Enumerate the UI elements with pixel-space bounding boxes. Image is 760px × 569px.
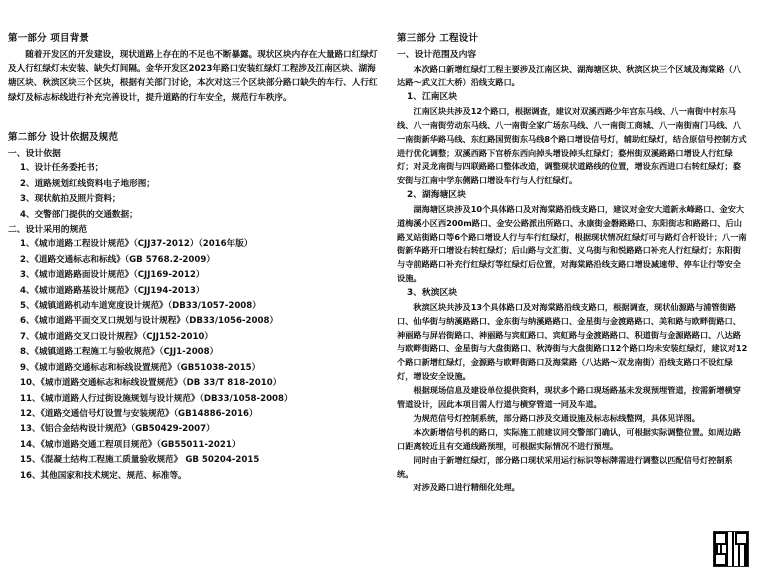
standard-item: 13、《铝合金结构设计规范》（GB50429-2007）	[20, 424, 215, 435]
standard-item: 10、《城市道路交通标志和标线设置规范》（DB 33/T 818-2010）	[20, 378, 282, 389]
standard-item: 7、《城市道路交叉口设计规程》（CJJ152-2010）	[20, 331, 214, 342]
standard-item: 15、《混凝土结构工程施工质量验收规范》 GB 50204-2015	[20, 455, 260, 466]
standard-item: 8、《城镇道路工程施工与验收规范》（CJJ1-2008）	[20, 347, 219, 358]
qiubin-heading: 3、秋滨区块	[407, 288, 458, 299]
standard-item: 14、《城市道路交通工程项目规范》（GB55011-2021）	[20, 439, 241, 450]
standard-item: 3、《城市道路路面设计规范》（CJJ169-2012）	[20, 270, 205, 281]
jiangnan-heading: 1、江南区块	[407, 92, 458, 103]
standard-item: 6、《城市道路平面交叉口规划与设计规程》（DB33/1056-2008）	[20, 316, 279, 327]
note-paragraph: 本次新增信号机的路口，实际施工前建议同交警部门确认，可根据实际调整位置。如周边路口距离较近且有交通线路预埋，可根据实际情况不进行预埋。	[397, 426, 741, 451]
standard-item: 1、《城市道路工程设计规范》（CJJ37-2012）（2016年版）	[20, 239, 253, 250]
scope-heading: 一、设计范围及内容	[397, 50, 477, 60]
standard-item: 2、《道路交通标志和标线》（GB 5768.2-2009）	[20, 254, 215, 265]
standard-item: 4、《城市道路路基设计规范》（CJJ194-2013）	[20, 285, 205, 296]
note-paragraph: 为规范信号灯控制系统，部分路口涉及交通设施及标志标线整网，具体见详图。	[413, 412, 700, 423]
basis-item: 4、交警部门提供的交通数据；	[20, 209, 138, 220]
jiangnan-body: 江南区块共涉及12个路口，根据调查，建议对双溪西路少年宫东马线、八一南街中村东马线、八一南街劳动东马线、八一南街全家广场东马线、八一南街工商城、八一南街南门马线、八一南街新华路马线、东红路国贸街东马线8个路口增设信号灯，辅助红绿灯，结合原信号控制方式进行优化调整；双溪西路下官桥东西向掉头增设掉头红绿灯；婺州街双溪路路口增设人行红绿灯；对灵龙南街与四联路路口整体改造，调整现状道路线的位置，增设东西进口右转红绿灯；婺安街与江南中学东侧路口增设车行与人行红绿灯。	[397, 105, 747, 186]
standard-item: 12、《道路交通信号灯设置与安装规范》（GB14886-2016）	[20, 408, 258, 419]
part2-title: 第二部分 设计依据及规范	[8, 131, 119, 143]
scope-body: 本次路口新增红绿灯工程主要涉及江南区块、湖海塘区块、秋滨区块三个区域及海棠路（八达路～武义江大桥）沿线支路口。	[397, 63, 741, 88]
spacer	[8, 105, 380, 129]
basis-item: 1、设计任务委托书；	[20, 163, 104, 174]
part1-body: 随着开发区的开发建设，现状道路上存在的不足也不断暴露。现状区块内存在大量路口红绿灯及人行红绿灯未安装、缺失灯间隔。金华开发区2023年路口安装红绿灯工程涉及江南区块、湖海塘区块、秋滨区块三个区块，根据有关部门讨论，本次对这三个区块部分路口缺失的车行、人行红绿灯及标志标线进行补充完善设计，提升道路的行车安全，规范行车秩序。	[8, 50, 378, 103]
qiubin-body: 秋滨区块共涉及13个具体路口及对海棠路沿线支路口，根据调查，现状仙源路与浦管街路口、仙华街与纳溪路路口、金东街与纳溪路路口、金星街与金渡路路口、美和路与欧畔街路口、神丽路与屏岩街路口、神丽路与宾虹路口、宾虹路与金渡路路口、积道街与金源路路口、八达路与欧畔街路口、金星街与大盘街路口、秋涛街与大盘街路口12个路口均未安装红绿灯，建议对12个路口新增红绿灯，金源路与欧畔街路口及海棠路（八达路～双龙南街）沿线支路口不设红绿灯，增设安全设施。	[397, 301, 748, 382]
note-paragraph: 对涉及路口进行精细化处理。	[413, 482, 520, 493]
basis-heading: 一、设计依据	[8, 148, 61, 159]
left-column	[8, 30, 380, 484]
note-paragraph: 根据现场信息及建设单位提供资料，现状多个路口现场路基未发现预埋管道，按需新增横穿管道设计，因此本项目需人行道与横穿管道一同及车道。	[397, 385, 741, 410]
note-paragraph: 同时由于新增红绿灯，部分路口现状采用运行标识等标牌需进行调整以匹配信号灯控制系统。	[397, 454, 733, 479]
basis-item: 3、现状航拍及照片资料；	[20, 194, 121, 205]
standard-item: 16、其他国家和技术规定、规范、标准等。	[20, 470, 187, 481]
huhaitang-body: 湖海塘区块涉及10个具体路口及对海棠路沿线支路口，建议对金安大道新永峰路口、金安大道梅溪小区西200m路口、金安公路派出所路口、永康街金磐路路口、东阳街志和路路口、后山路叉站街路口等6个路口增设人行与车行红绿灯，根据现状情况红绿灯可与路灯合杆设计；八一南街新华路开口增设右转红绿灯；后山路与文汇街、义乌街与和悦路路口补充人行红绿灯；东阳街与寺前路路口补充行红绿灯等红绿灯后位置，对海棠路沿线支路口增设减速带、停车让行等安全设施。	[397, 203, 747, 284]
standard-item: 9、《城市道路交通标志和标线设置规范》（GB51038-2015）	[20, 362, 261, 373]
standard-item: 5、《城镇道路机动车道宽度设计规范》（DB33/1057-2008）	[20, 301, 261, 312]
part3-title: 第三部分 工程设计	[397, 33, 479, 44]
standard-item: 11、《城市道路人行过街设施规划与设计规范》（DB33/1058-2008）	[20, 393, 293, 404]
right-column	[397, 30, 749, 495]
part1-title: 第一部分 项目背景	[8, 33, 90, 44]
huhaitang-heading: 2、湖海塘区块	[407, 190, 466, 201]
basis-item: 2、道路规划红线资料电子地形图；	[20, 178, 155, 189]
standards-heading: 二、设计采用的规范	[8, 224, 88, 235]
qr-code-icon	[714, 532, 748, 566]
